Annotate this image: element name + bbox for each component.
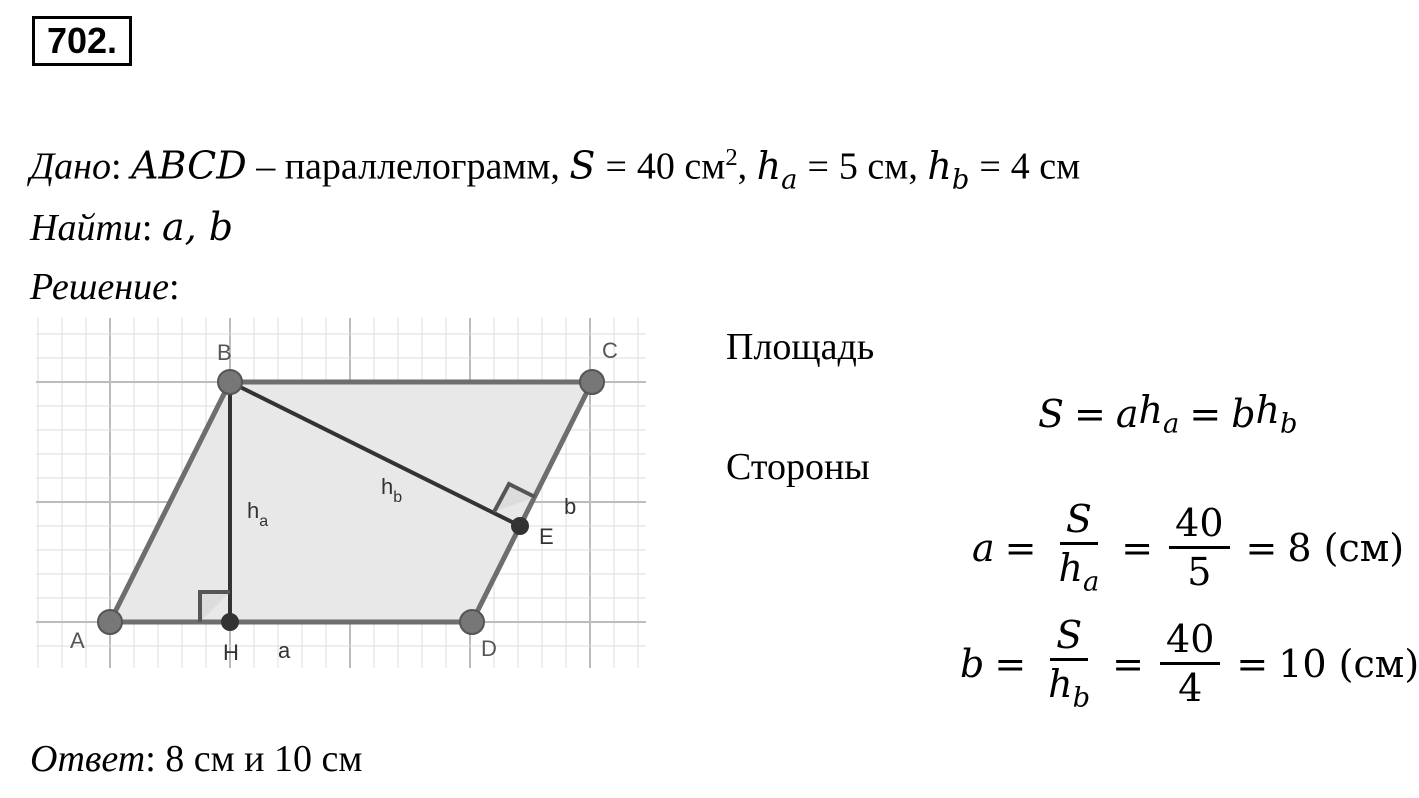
point-c — [580, 370, 604, 394]
formula-a-result: 8 — [1287, 525, 1312, 570]
formula-a-denominator: 5 — [1187, 550, 1212, 595]
answer-value: 8 см и 10 см — [165, 738, 363, 780]
formula-b-numerator: 40 — [1160, 620, 1220, 665]
find-line: Найти: a, b — [30, 205, 234, 249]
formula-a-unit: (см) — [1323, 525, 1405, 570]
label-c: C — [602, 338, 618, 363]
label-side-a: a — [278, 638, 291, 663]
label-d: D — [481, 636, 497, 661]
given-hb-unit: см — [1039, 145, 1081, 188]
given-ha-unit: см — [867, 145, 909, 188]
point-a — [98, 610, 122, 634]
given-area-value: 40 — [636, 145, 675, 188]
point-d — [460, 610, 484, 634]
formula-b-unit: (см) — [1338, 641, 1419, 686]
find-label: Найти — [30, 207, 142, 249]
formula-b: b = $\frac{S}{h_b}$ = $\frac{40}{4}$ = 10 (см) — [960, 613, 1419, 714]
formula-b-result: 10 — [1278, 641, 1327, 686]
section-area-heading: Площадь — [726, 326, 875, 368]
given-figure: ABCD — [131, 143, 247, 188]
given-figure-type: параллелограмм, — [284, 145, 560, 188]
area-formula: S = a $h_a$ = b $h_b$ — [1038, 388, 1298, 440]
label-h: H — [223, 640, 239, 665]
formula-b-denominator: 4 — [1178, 666, 1203, 711]
given-hb-value: 4 — [1010, 145, 1030, 188]
point-b — [218, 370, 242, 394]
given-line: Дано: ABCD – параллелограмм, S = 40 $см^2$, $h_a = 5$ см, $h_b = 4$ см — [30, 143, 1081, 196]
given-ha-value: 5 — [838, 145, 858, 188]
given-label: Дано — [30, 145, 112, 188]
point-e — [511, 517, 529, 535]
given-area-exp: 2 — [725, 144, 738, 171]
label-ha: $h_a$ — [247, 498, 269, 530]
parallelogram-diagram — [36, 318, 646, 668]
label-a: A — [70, 628, 85, 653]
given-area-unit: см — [684, 145, 726, 188]
label-side-b: b — [564, 494, 577, 519]
point-h — [221, 613, 239, 631]
answer-line: Ответ: 8 см и 10 см — [30, 738, 363, 780]
label-e: E — [539, 524, 554, 549]
given-dash: – — [256, 145, 276, 188]
solution-label: Решение — [30, 266, 169, 308]
label-b: B — [217, 340, 232, 365]
answer-label: Ответ — [30, 738, 146, 780]
problem-number: 702. — [32, 16, 132, 66]
section-sides-heading: Стороны — [726, 446, 870, 488]
find-value: a, b — [161, 205, 234, 249]
solution-line: Решение: — [30, 266, 180, 308]
formula-a-numerator: 40 — [1169, 504, 1229, 549]
formula-a: a = $\frac{S}{h_a}$ = $\frac{40}{5}$ = 8 (см) — [972, 497, 1405, 598]
label-hb: $h_b$ — [381, 474, 403, 506]
